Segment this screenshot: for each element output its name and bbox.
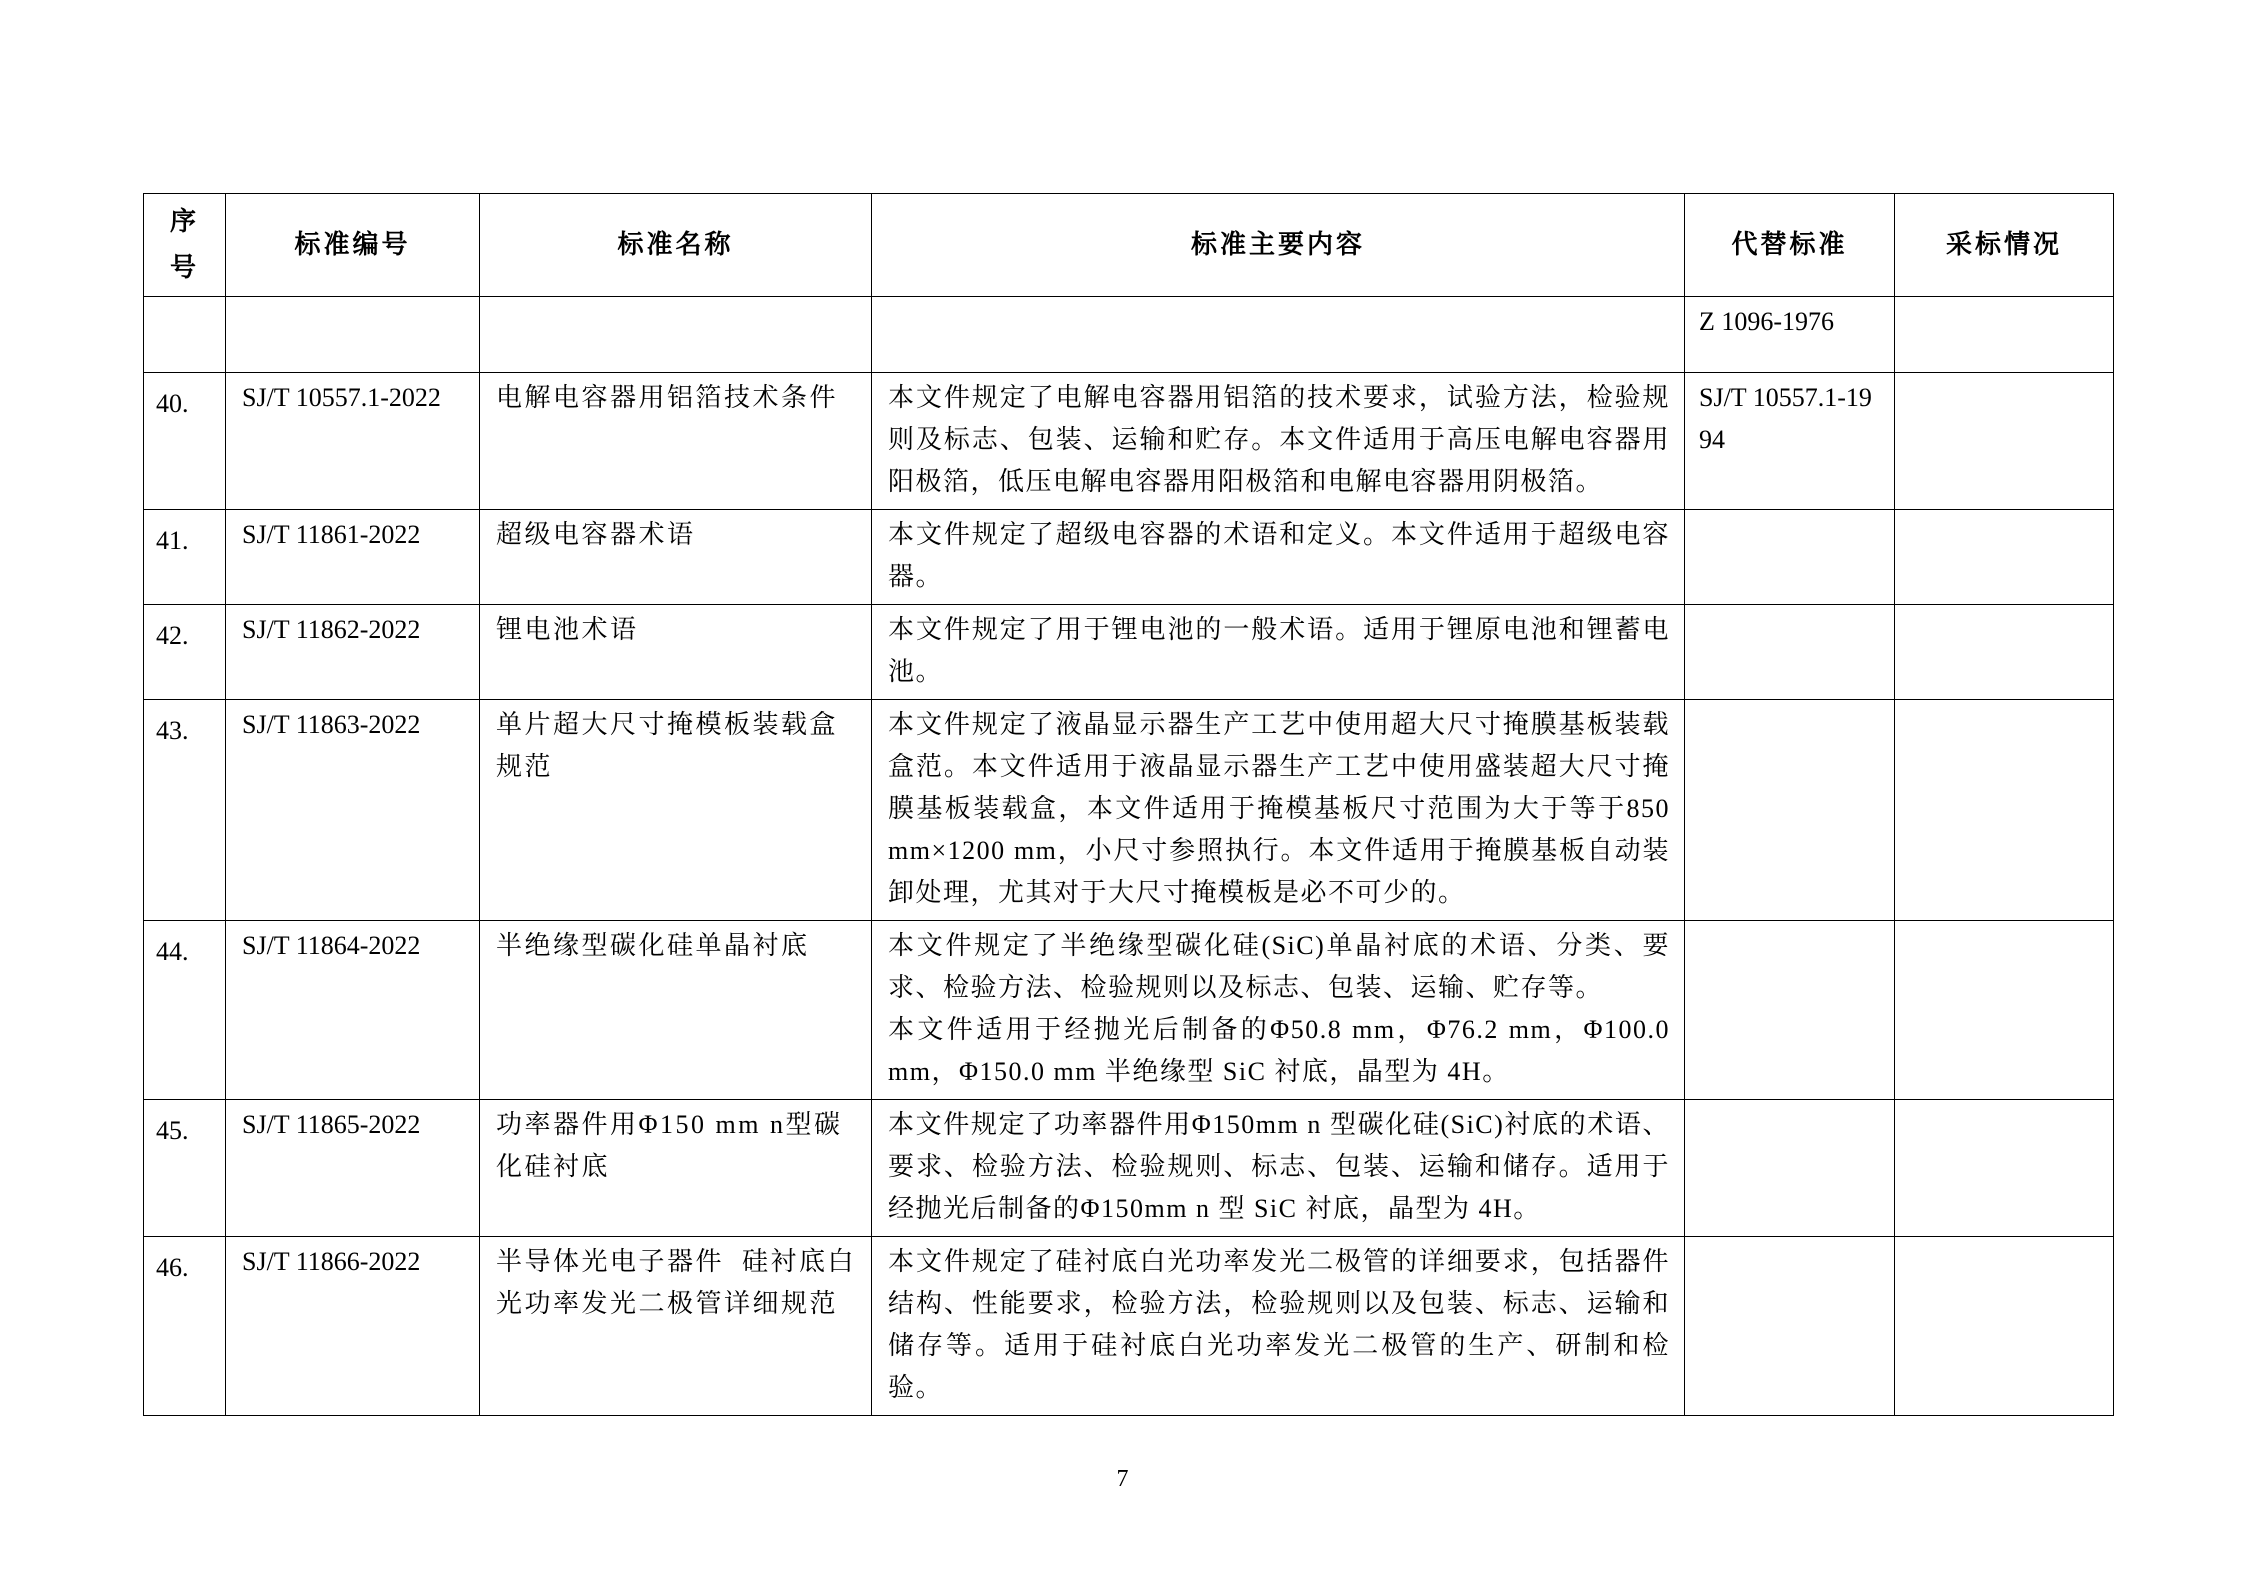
cell-content-text <box>872 1237 1684 1415</box>
cell-code <box>226 1237 480 1416</box>
cell-seq <box>144 700 226 921</box>
cell-adoption-text <box>1895 921 2113 931</box>
cell-content-text <box>872 921 1684 1099</box>
cell-content-text <box>872 605 1684 699</box>
cell-seq <box>144 921 226 1100</box>
cell-replaces <box>1685 1100 1895 1237</box>
cell-adoption-text <box>1895 605 2113 615</box>
cell-adoption-text <box>1895 373 2113 383</box>
cell-adoption <box>1895 921 2114 1100</box>
cell-seq-text: 46. <box>156 1253 189 1282</box>
cell-replaces <box>1685 510 1895 605</box>
cell-content-text <box>872 373 1684 509</box>
table-row <box>144 605 2114 700</box>
cell-code <box>226 921 480 1100</box>
cell-code-text: SJ/T 11863-2022 <box>242 710 421 739</box>
cell-code <box>226 605 480 700</box>
cell-content <box>872 605 1685 700</box>
page-number: 7 <box>1116 1466 1129 1492</box>
header-seq <box>144 194 226 297</box>
header-seq-line1: 序 <box>169 207 199 236</box>
cell-replaces-text <box>1685 700 1894 710</box>
cell-content <box>872 921 1685 1100</box>
cell-code <box>226 373 480 510</box>
content-paragraph: 本文件规定了用于锂电池的一般术语。适用于锂原电池和锂蓄电池。 <box>888 615 1670 686</box>
cell-content-text <box>872 700 1684 920</box>
content-paragraph: 本文件规定了功率器件用Φ150mm n 型碳化硅(SiC)衬底的术语、要求、检验方法、检验规则、标志、包装、运输和储存。适用于经抛光后制备的Φ150mm n 型 SiC 衬底，晶型为 4H。 <box>888 1110 1670 1223</box>
cell-code <box>226 1100 480 1237</box>
cell-replaces <box>1685 373 1895 510</box>
table-row <box>144 921 2114 1100</box>
table-row <box>144 1237 2114 1416</box>
cell-seq-text: 40. <box>156 389 189 418</box>
cell-replaces <box>1685 921 1895 1100</box>
cell-name <box>480 700 872 921</box>
cell-content <box>872 373 1685 510</box>
content-paragraph: 本文件规定了电解电容器用铝箔的技术要求，试验方法，检验规则及标志、包装、运输和贮存。本文件适用于高压电解电容器用阳极箔，低压电解电容器用阳极箔和电解电容器用阴极箔。 <box>888 383 1670 496</box>
content-paragraph: 本文件规定了硅衬底白光功率发光二极管的详细要求，包括器件结构、性能要求，检验方法，检验规则以及包装、标志、运输和储存等。适用于硅衬底白光功率发光二极管的生产、研制和检验。 <box>888 1247 1670 1402</box>
header-content: 标准主要内容 <box>872 194 1685 297</box>
cell-replaces-text <box>1685 1100 1894 1110</box>
cell-seq <box>144 510 226 605</box>
cell-code <box>226 700 480 921</box>
header-name: 标准名称 <box>480 194 872 297</box>
header-replaces: 代替标准 <box>1685 194 1895 297</box>
cell-adoption <box>1895 510 2114 605</box>
table-header-row <box>144 194 2114 297</box>
cell-name <box>480 1237 872 1416</box>
cell-code-text: SJ/T 10557.1-2022 <box>242 383 441 412</box>
cell-adoption-text <box>1895 1237 2113 1247</box>
cell-code-text: SJ/T 11861-2022 <box>242 520 421 549</box>
cell-replaces-text <box>1685 1237 1894 1247</box>
cell-name <box>480 297 872 373</box>
cell-content-text <box>872 510 1684 604</box>
cell-adoption-text <box>1895 510 2113 520</box>
cell-replaces <box>1685 700 1895 921</box>
content-paragraph: 本文件适用于经抛光后制备的Φ50.8 mm，Φ76.2 mm，Φ100.0 mm，Φ150.0 mm 半绝缘型 SiC 衬底，晶型为 4H。 <box>888 1015 1670 1086</box>
cell-code <box>226 297 480 373</box>
cell-code-text: SJ/T 11864-2022 <box>242 931 421 960</box>
cell-name-text: 电解电容器用铝箔技术条件 <box>496 383 839 412</box>
cell-seq-text: 41. <box>156 526 189 555</box>
continuation-row <box>144 297 2114 373</box>
cell-replaces-text <box>1685 510 1894 520</box>
header-seq-line2: 号 <box>169 253 199 282</box>
cell-adoption <box>1895 297 2114 373</box>
cell-replaces-text <box>1685 921 1894 931</box>
cell-content <box>872 1100 1685 1237</box>
cell-content <box>872 700 1685 921</box>
cell-adoption-text <box>1895 1100 2113 1110</box>
cell-content-text <box>872 1100 1684 1236</box>
cell-adoption <box>1895 605 2114 700</box>
cell-code-text: SJ/T 11862-2022 <box>242 615 421 644</box>
content-paragraph: 本文件规定了液晶显示器生产工艺中使用超大尺寸掩膜基板装载盒范。本文件适用于液晶显示器生产工艺中使用盛装超大尺寸掩膜基板装载盒，本文件适用于掩模基板尺寸范围为大于等于850 mm×1200 mm，小尺寸参照执行。本文件适用于掩膜基板自动装卸处理，尤其对于大尺寸掩模板是必不可少的。 <box>888 710 1670 907</box>
cell-seq-text: 43. <box>156 716 189 745</box>
standards-table <box>143 193 2114 1416</box>
cell-name-text: 超级电容器术语 <box>496 520 696 549</box>
cell-seq-text: 44. <box>156 937 189 966</box>
cell-name-text: 单片超大尺寸掩模板装载盒规范 <box>496 710 839 781</box>
cell-content <box>872 510 1685 605</box>
cell-adoption <box>1895 700 2114 921</box>
header-code: 标准编号 <box>226 194 480 297</box>
cell-name-text: 功率器件用Φ150 mm n型碳化硅衬底 <box>496 1110 843 1181</box>
cell-code-text: SJ/T 11866-2022 <box>242 1247 421 1276</box>
cell-name <box>480 373 872 510</box>
cell-seq <box>144 373 226 510</box>
cell-replaces-text: SJ/T 10557.1-1994 <box>1699 383 1872 454</box>
cell-content <box>872 297 1685 373</box>
header-adoption: 采标情况 <box>1895 194 2114 297</box>
cell-seq <box>144 1237 226 1416</box>
cell-name <box>480 921 872 1100</box>
cell-name-text: 半导体光电子器件 硅衬底白光功率发光二极管详细规范 <box>496 1247 857 1318</box>
table-row <box>144 1100 2114 1237</box>
content-paragraph: 本文件规定了超级电容器的术语和定义。本文件适用于超级电容器。 <box>888 520 1670 591</box>
cell-name-text: 半绝缘型碳化硅单晶衬底 <box>496 931 810 960</box>
cell-adoption <box>1895 1100 2114 1237</box>
cell-name-text: 锂电池术语 <box>496 615 639 644</box>
cell-content <box>872 1237 1685 1416</box>
cell-adoption-text <box>1895 700 2113 710</box>
cell-seq <box>144 297 226 373</box>
cell-replaces: Z 1096-1976 <box>1685 297 1895 373</box>
table-row <box>144 510 2114 605</box>
cell-adoption <box>1895 373 2114 510</box>
cell-seq-text: 42. <box>156 621 189 650</box>
cell-replaces-text <box>1685 605 1894 615</box>
cell-code-text: SJ/T 11865-2022 <box>242 1110 421 1139</box>
table-row <box>144 373 2114 510</box>
cell-seq <box>144 1100 226 1237</box>
table-row <box>144 700 2114 921</box>
cell-name <box>480 1100 872 1237</box>
cell-name <box>480 605 872 700</box>
table-body <box>144 297 2114 1416</box>
cell-replaces <box>1685 605 1895 700</box>
cell-seq <box>144 605 226 700</box>
content-paragraph: 本文件规定了半绝缘型碳化硅(SiC)单晶衬底的术语、分类、要求、检验方法、检验规则以及标志、包装、运输、贮存等。 <box>888 931 1670 1002</box>
cell-name <box>480 510 872 605</box>
cell-code <box>226 510 480 605</box>
cell-replaces <box>1685 1237 1895 1416</box>
cell-adoption <box>1895 1237 2114 1416</box>
cell-seq-text: 45. <box>156 1116 189 1145</box>
